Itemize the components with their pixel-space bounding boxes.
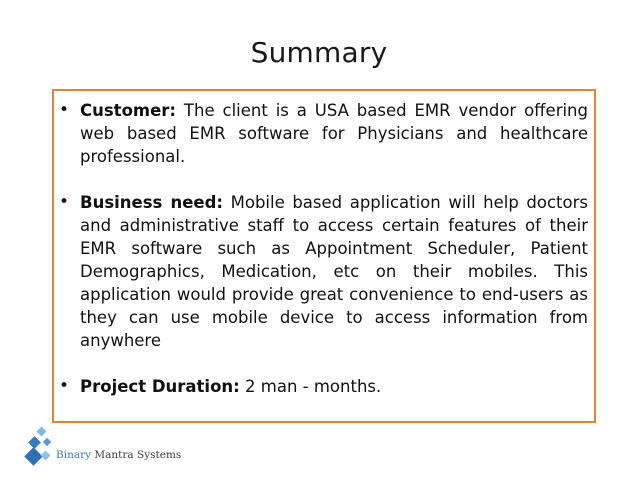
bullet-label: Business need: — [80, 193, 224, 212]
bullet-text: Mobile based application will help doctors and administrative staff to access certain features of their EMR software such as Appointment Scheduler, Patient Demographics, Medication, etc on their mobiles. This application would provide great convenience to end-users as they can use mobile device to access information from anywhere — [80, 193, 588, 350]
bullet-text: The client is a USA based EMR vendor offering web based EMR software for Physicians and healthcare professional. — [80, 101, 588, 166]
logo-word-binary: Binary — [56, 449, 92, 461]
bullet-label: Customer: — [80, 101, 177, 120]
bullet-customer — [58, 99, 588, 168]
bullet-label: Project Duration: — [80, 377, 240, 396]
bullet-list — [58, 99, 588, 421]
cubes-logo-icon — [22, 425, 60, 467]
logo-word-mantra: Mantra Systems — [94, 449, 182, 461]
bullet-text: 2 man - months. — [245, 377, 382, 396]
logo-text — [56, 449, 181, 461]
bullet-project-duration — [58, 375, 588, 398]
slide-title: Summary — [250, 36, 388, 69]
bullet-business-need — [58, 191, 588, 352]
company-logo — [22, 425, 182, 475]
